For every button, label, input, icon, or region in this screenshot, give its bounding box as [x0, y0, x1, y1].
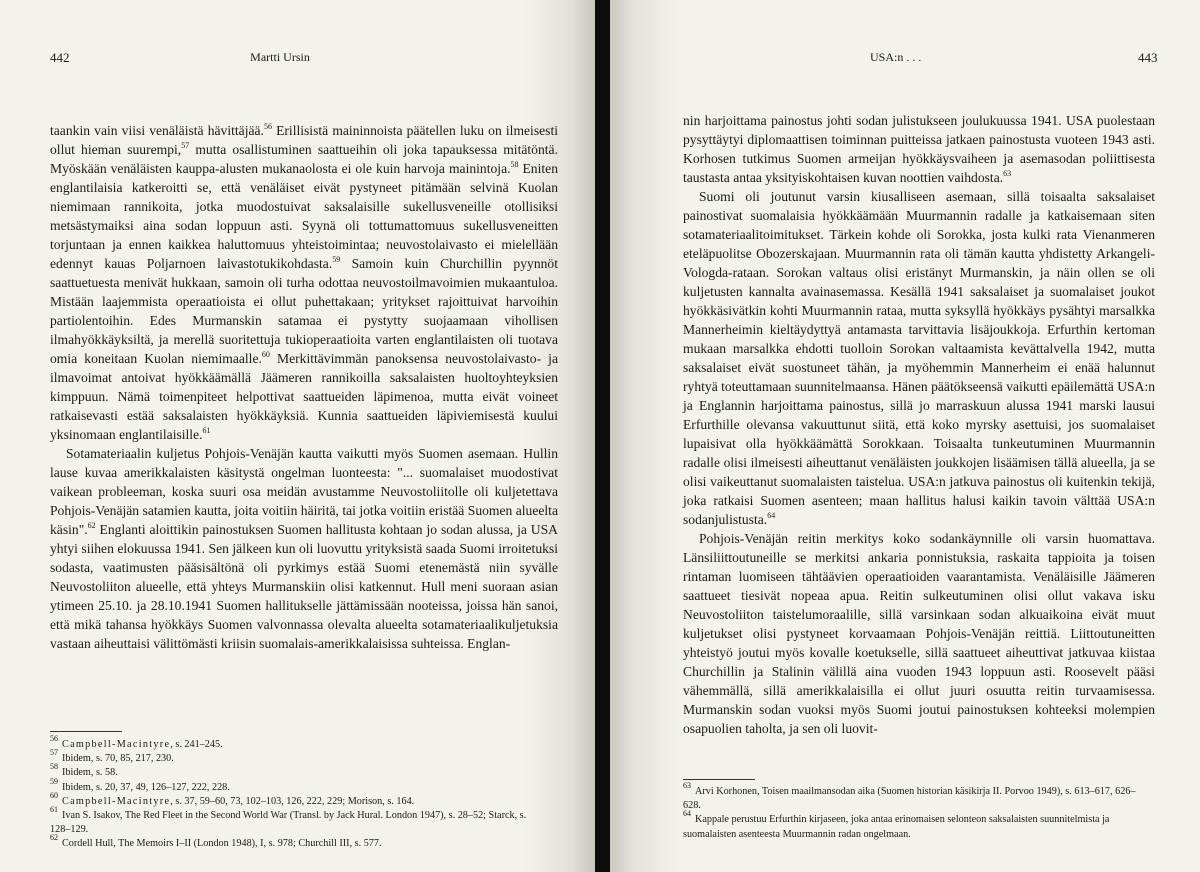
footnote-rule [50, 731, 122, 732]
footnote-ref: 60 [261, 350, 270, 359]
footnote: $^{57}$Ibidem, s. 70, 85, 217, 230. [50, 748, 174, 765]
footnote-ref: 64 [767, 511, 776, 520]
footnote: $^{61}$Ivan S. Isakov, The Red Fleet in the Second World War (Transl. by Jack Hural. London 1947), s. 28–52; Starck, s. 128–129. [50, 805, 527, 836]
body-text [683, 111, 1155, 738]
paragraph: Suomi oli joutunut varsin kiusalliseen asemaan, sillä toisaalta saksalaiset painostivat suomalaisia hyökkäämään Muurmannin radalle ja katkaisemaan siten sotamateriaalitoimitukset. Tärkein kohde oli Sorokka, josta kulki rata Vienanmeren eteläpuolitse Obozerskajaan. Muurmannin rata oli tämän kautta yhdistetty Arkangeli-Vologda-rataan. Sorokan valtaus olisi eristänyt Murmanskin, ja näin ollen se oli kuljetusten kannalta avainasemassa. Kesällä 1941 saksalaiset ja suomalaiset joukot hyökkäsivätkin kohti Muurmannin rataa, mutta syksyllä hyökkäys pysähtyi marsalkka Mannerheimin kieltäydyttyä antamasta tarvittavia lisäjoukkoja. Erfurthin kertoman mukaan marsalkka ehdotti tuolloin Sorokan valtaamista kevättalvella 1942, mutta saksalaiset eivät suostuneet tähän, ja myöhemmin Mannerheim ei enää halunnut ryhtyä toteuttamaan suunnitelmaansa. Hänen päätökseensä vaikutti epäilemättä USA:n ja Englannin harjoittama painostus, sillä jo marraskuun alussa 1941 marski lausui Erfurthille olevansa vakuuttunut siitä, että koko myrsky asettuisi, jos suomalaiset lupaisivat olla hyökkäämättä Sorokkaan. Toisaalta tunkeutuminen Muurmannin radalle olisi ilmeisesti aiheuttanut venäläisten joukkojen lisäämisen tällä alueella, ja se olisi vaikeuttanut suomalaisten taistelua. USA:n jatkuva painostus oli kuitenkin tekijä, joka ratkaisi Suomen asenteen; maan hallitus halusi kaikin tavoin välttää USA:n sodanjulistusta.$^{64}$ [683, 189, 1155, 527]
body-text [50, 121, 558, 653]
paragraph: taankin vain viisi venäläistä hävittäjää.$^{56}$ Erillisistä maininnoista päätellen luku on ilmeisesti ollut hieman suurempi,$^{57}$ mutta osallistuminen saattueihin oli joka tapauksessa mitätöntä. Myöskään venäläisten kauppa-alusten mukanaolosta ei ole kuin harvoja mainintoja.$^{58}$ Eniten englantilaisia katkeroitti se, että venäläiset eivät pystyneet pitämään selvinä Kuolan niemimaan rannikoita, jotka muodostuivat saksalaisille sukellusveneille otollisiksi metsästymaiksi aina sodan loppuun asti. Syynä oli tottumattomuus sukellusveneitten torjuntaan ja ennen kaikkea haluttomuus yhteistoimintaa; neuvostolaivasto ei mielellään edennyt kauas Poljarnoen laivastotukikohdasta.$^{59}$ Samoin kuin Churchillin pyynnöt saattuetuesta menivät hukkaan, samoin oli turha odottaa neuvostoilmavoimien mukaantuloa. Mistään laajemmista operaatioista ei ollut puhettakaan; yritykset rajoittuivat harvoihin partiolentoihin. Edes Murmanskin satamaa ei pystytty suojaamaan vihollisen ilmahyökkäyksiltä, ja merellä suoritettuja tukioperaatioita varten englantilaisten oli tuotava omia koneitaan Kuolan niemimaalle.$^{60}$ Merkittävimmän panoksensa neuvostolaivasto- ja ilmavoimat antoivat hyökkäämällä Jäämeren rannikoilla saksalaisten huoltoyhteyksien kimppuun. Nämä toimenpiteet helpottivat saattueiden läpimenoa, mutta eivät voineet ratkaisevasti estää saksalaisten hyökkäyksiä. Kunnia saattueiden läpiviemisestä kuului yksinomaan englantilaisille.$^{61}$ [50, 122, 558, 442]
running-head: USA:n . . . [870, 50, 922, 64]
footnote-rule [683, 779, 755, 780]
footnote-ref: 57 [181, 141, 190, 150]
paragraph: nin harjoittama painostus johti sodan julistukseen joulukuussa 1941. USA puolestaan pysyttäytyi diplomaattisen toiminnan puitteissa jatkaen painostusta vuoteen 1943 asti. Korhosen tutkimus Suomen armeijan hyökkäysvaiheen ja asemasodan poliittisesta taustasta antaa yksityiskohtaisen kuvan noottien vaihdosta.$^{63}$ [683, 113, 1155, 185]
page-number: 443 [1138, 50, 1158, 65]
footnotes [50, 734, 540, 852]
footnote-ref: 59 [332, 255, 341, 264]
footnote: $^{62}$Cordell Hull, The Memoirs I–II (London 1948), I, s. 978; Churchill III, s. 577. [50, 833, 382, 850]
footnote-ref: 58 [510, 160, 519, 169]
footnote-ref: 63 [1003, 169, 1012, 178]
footnotes [683, 781, 1151, 842]
footnote-ref: 61 [202, 426, 211, 435]
footnote: $^{63}$Arvi Korhonen, Toisen maailmansodan aika (Suomen historian käsikirja II. Porvoo 1949), s. 613–617, 626–628. [683, 781, 1136, 812]
footnote: $^{60}$Campbell-Macintyre, s. 37, 59–60, 73, 102–103, 126, 222, 229; Morison, s. 164. [50, 790, 415, 807]
paragraph: Pohjois-Venäjän reitin merkitys koko sodankäynnille oli varsin huomattava. Länsiliittoutuneille se merkitsi ankaria ponnistuksia, raskaita tappioita ja toisen rintaman luomiseen tähtäävien operaatioiden vaarantamista. Venäläisille Jäämeren saattueet tiesivät nopeaa apua. Reitin sulkeutuminen olisi ollut vakava isku Neuvostoliiton taistelumoraalille, sillä varsinkaan sodan alkuaikoina eivät muut kuljetukset olisi pystyneet korvaamaan Pohjois-Venäjän reittiä. Liittoutuneitten yhteistyö joutui myös kovalle koetukselle, sillä saattueet aiheuttivat jatkuvaa kiistaa Churchillin ja Stalinin välillä aina vuoden 1943 loppuun asti. Roosevelt pääsi vähemmällä, sillä amerikkalaisilla ei ollut juuri osuutta reitin turvaamisessa. Murmanskin sodan vuoksi myös Suomi joutui painostuksen kohteeksi molempien osapuolien taholta, ja sen oli luovit- [683, 531, 1155, 736]
footnote: $^{64}$Kappale perustuu Erfurthin kirjaseen, joka antaa erinomaisen selonteon saksalaisten suunnitelmista ja suomalaisten asenteesta Muurmannin radan ongelmaan. [683, 809, 1110, 840]
paragraph: Sotamateriaalin kuljetus Pohjois-Venäjän kautta vaikutti myös Suomen asemaan. Hullin lause kuvaa amerikkalaisten käsitystä ongelman luonteesta: "... suomalaiset muodostivat vaikean probleeman, koska suuri osa meidän avustamme Neuvostoliitolle oli kuljetettava Pohjois-Venäjän satamien kautta, joita voitiin häiritä, tai jotka voitiin eristää Suomen alueelta käsin".$^{62}$ Englanti aloittikin painostuksen Suomen hallitusta kohtaan jo sodan alussa, ja USA yhtyi siihen elokuussa 1941. Sen jälkeen kun oli luovuttu yrityksistä saada Suomi irroitetuksi sodasta, vaatimusten pääsisältönä oli pyrkimys estää Suomi etenemästä niin syvälle Neuvostoliiton alueelle, että yhteys Murmanskiin olisi katkennut. Hull meni suoraan asian ytimeen 25.10. ja 28.10.1941 Suomen hallitukselle jättämissään nooteissa, joissa hän sanoi, että mikä tahansa hyökkäys Suomen valvonnassa olevalta alueelta sotamateriaalikuljetuksia vastaan aiheuttaisi välittömästi kriisin suomalais-amerikkalaisissa suhteissa. Englan- [50, 446, 558, 651]
left-page [0, 0, 595, 872]
footnote: $^{59}$Ibidem, s. 20, 37, 49, 126–127, 222, 228. [50, 776, 230, 793]
right-page [610, 0, 1200, 872]
footnote-ref: 56 [263, 122, 272, 131]
footnote: $^{56}$Campbell-Macintyre, s. 241–245. [50, 734, 223, 750]
footnote: $^{58}$Ibidem, s. 58. [50, 762, 118, 779]
footnote-ref: 62 [87, 521, 96, 530]
page-number: 442 [50, 50, 70, 65]
running-head: Martti Ursin [250, 50, 310, 64]
book-gutter [595, 0, 610, 872]
